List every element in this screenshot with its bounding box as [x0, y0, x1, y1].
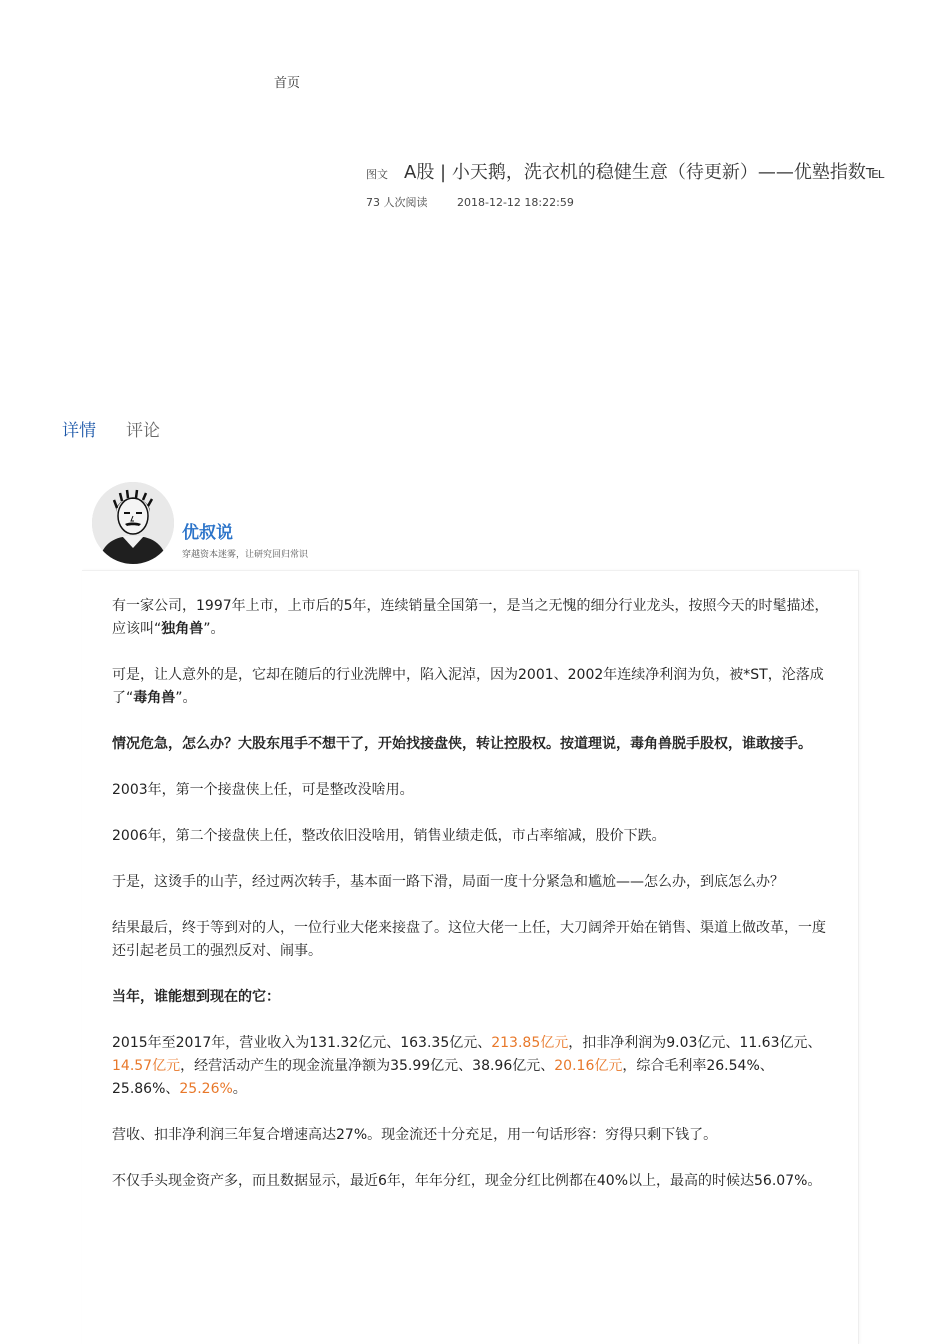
- p9-text-b: ，扣非净利润为9.03亿元、11.63亿元、: [568, 1035, 822, 1051]
- article-type-tag: 图文: [366, 168, 388, 181]
- paragraph-2: [112, 664, 834, 710]
- brand-text: [182, 518, 308, 560]
- highlight-margin: 25.26%: [179, 1081, 233, 1097]
- article-content-card: [82, 570, 859, 1344]
- highlight-profit: 14.57亿元: [112, 1058, 181, 1074]
- author-banner: [92, 482, 308, 564]
- p2-tail: ”。: [175, 690, 197, 706]
- tab-comments[interactable]: 评论: [126, 421, 160, 441]
- tab-details[interactable]: 详情: [62, 421, 96, 441]
- paragraph-5: 2006年，第二个接盘侠上任，整改依旧没啥用，销售业绩走低，市占率缩减，股价下跌。: [112, 828, 666, 844]
- paragraph-9: [112, 1032, 834, 1101]
- author-avatar: [92, 482, 174, 564]
- article-body: [112, 595, 834, 1216]
- p1-text: 有一家公司，1997年上市，上市后的5年，连续销量全国第一，是当之无愧的细分行业龙头，按照今天的时髦描述，应该叫“: [112, 598, 829, 637]
- p1-tail: ”。: [203, 621, 225, 637]
- paragraph-7: 结果最后，终于等到对的人，一位行业大佬来接盘了。这位大佬一上任，大刀阔斧开始在销售、渠道上做改革，一度还引起老员工的强烈反对、闹事。: [112, 920, 826, 959]
- p9-text-c: ，经营活动产生的现金流量净额为35.99亿元、38.96亿元、: [180, 1058, 555, 1074]
- paragraph-10: 营收、扣非净利润三年复合增速高达27%。现金流还十分充足，用一句话形容：穷得只剩下钱了。: [112, 1127, 718, 1143]
- p9-text-e: 。: [232, 1081, 247, 1097]
- p1-bold: 独角兽: [161, 621, 204, 637]
- article-header: [366, 158, 950, 210]
- tab-bar: [62, 416, 160, 441]
- p9-text-d: ，综合毛利率26.54%、25.86%、: [112, 1058, 774, 1097]
- paragraph-6: 于是，这烫手的山芋，经过两次转手，基本面一路下滑，局面一度十分紧急和尴尬——怎么办，到底怎么办？: [112, 874, 784, 890]
- title-row: [366, 158, 950, 184]
- brand-slogan: 穿越资本迷雾，让研究回归常识: [182, 550, 309, 560]
- highlight-cashflow: 20.16亿元: [554, 1058, 623, 1074]
- paragraph-8: [112, 986, 834, 1009]
- highlight-revenue: 213.85亿元: [491, 1035, 569, 1051]
- p2-text: 可是，让人意外的是，它却在随后的行业洗牌中，陷入泥淖，因为2001、2002年连续净利润为负，被*ST，沦落成了“: [112, 667, 824, 706]
- paragraph-4: 2003年，第一个接盘侠上任，可是整改没啥用。: [112, 782, 414, 798]
- article-title: A股 | 小天鹅，洗衣机的稳健生意（待更新）——优塾指数℡: [404, 162, 886, 183]
- paragraph-1: [112, 595, 834, 641]
- article-meta: [366, 194, 950, 210]
- publish-date: 2018-12-12 18:22:59: [457, 196, 574, 209]
- read-count: 73 人次阅读: [366, 196, 428, 209]
- portrait-icon: [92, 482, 174, 564]
- p3-bold: 情况危急，怎么办？大股东甩手不想干了，开始找接盘侠，转让控股权。按道理说，毒角兽脱手股权，谁敢接手。: [112, 736, 812, 752]
- paragraph-11: 不仅手头现金资产多，而且数据显示，最近6年，年年分红，现金分红比例都在40%以上，最高的时候达56.07%。: [112, 1173, 822, 1189]
- p9-text-a: 2015年至2017年，营业收入为131.32亿元、163.35亿元、: [112, 1035, 492, 1051]
- paragraph-3: [112, 733, 834, 756]
- home-link[interactable]: 首页: [274, 76, 301, 91]
- p8-bold: 当年，谁能想到现在的它：: [112, 989, 280, 1005]
- p2-bold: 毒角兽: [133, 690, 176, 706]
- brand-name: 优叔说: [182, 523, 233, 543]
